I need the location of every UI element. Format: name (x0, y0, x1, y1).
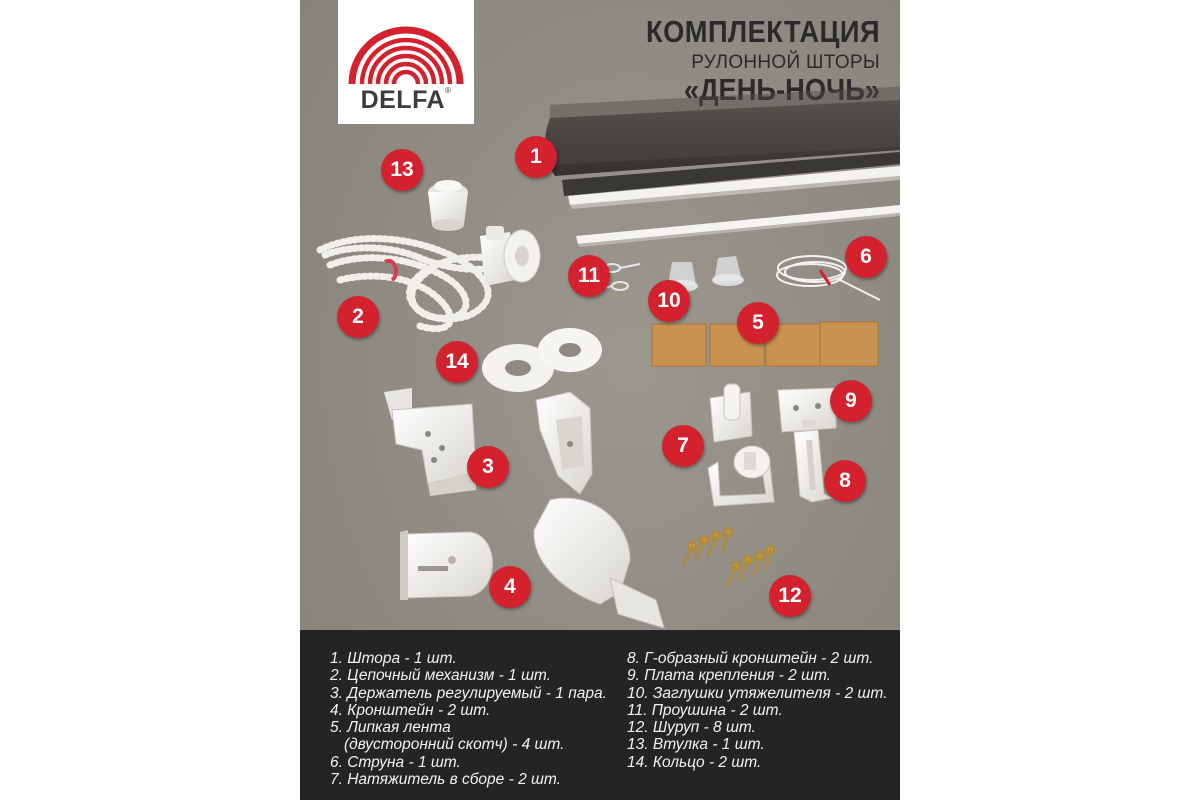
parts-legend (300, 630, 900, 800)
legend-item: 13. Втулка - 1 шт. (627, 736, 765, 754)
title-subtitle: РУЛОННОЙ ШТОРЫ (691, 52, 880, 73)
bracket-plate (400, 530, 493, 600)
legend-item: 7. Натяжитель в сборе - 2 шт. (330, 771, 561, 789)
adjustable-holder-left (384, 388, 476, 496)
tensioner-assembly (708, 384, 774, 506)
mounting-plate (778, 388, 836, 432)
bushing (428, 180, 468, 231)
legend-item: 12. Шуруп - 8 шт. (627, 719, 756, 737)
bracket-cover (534, 498, 664, 628)
legend-item: 11. Проушина - 2 шт. (627, 701, 783, 719)
badge-1: 1 (515, 136, 557, 178)
legend-item: 14. Кольцо - 2 шт. (627, 753, 762, 771)
badge-8: 8 (824, 460, 866, 502)
badge-11: 11 (568, 255, 610, 297)
legend-item: 5. Липкая лента (330, 719, 451, 737)
title-main: КОМПЛЕКТАЦИЯ (646, 14, 880, 49)
badge-14: 14 (436, 341, 478, 383)
legend-item: 8. Г-образный кронштейн - 2 шт. (627, 650, 874, 667)
legend-item: 2. Цепочный механизм - 1 шт. (330, 667, 551, 685)
badge-4: 4 (489, 566, 531, 608)
parts-illustration (300, 0, 900, 630)
badge-13: 13 (381, 149, 423, 191)
legend-item: 3. Держатель регулируемый - 1 пара. (330, 684, 607, 702)
product-card (300, 0, 900, 800)
badge-3: 3 (467, 446, 509, 488)
legend-item: 9. Плата крепления - 2 шт. (627, 667, 831, 685)
roller-blind (545, 87, 900, 209)
screws (684, 528, 774, 586)
badge-12: 12 (769, 575, 811, 617)
title-product: «ДЕНЬ-НОЧЬ» (683, 72, 880, 107)
badge-2: 2 (337, 296, 379, 338)
legend-item: 1. Штора - 1 шт. (330, 650, 457, 667)
badge-7: 7 (662, 425, 704, 467)
rings (482, 328, 602, 392)
legend-column-left (330, 650, 607, 788)
legend-item: 6. Струна - 1 шт. (330, 753, 461, 771)
registered-mark: ® (445, 86, 452, 95)
legend-item: 10. Заглушки утяжелителя - 2 шт. (627, 684, 888, 702)
legend-column-right (627, 650, 887, 771)
legend-item: (двусторонний скотч) - 4 шт. (344, 736, 565, 754)
badge-5: 5 (737, 302, 779, 344)
adjustable-holder-right (536, 392, 592, 494)
brand-name: DELFA (360, 86, 446, 114)
badge-6: 6 (845, 236, 887, 278)
badge-9: 9 (830, 380, 872, 422)
legend-item: 4. Кронштейн - 2 шт. (330, 701, 491, 719)
badge-10: 10 (648, 280, 690, 322)
